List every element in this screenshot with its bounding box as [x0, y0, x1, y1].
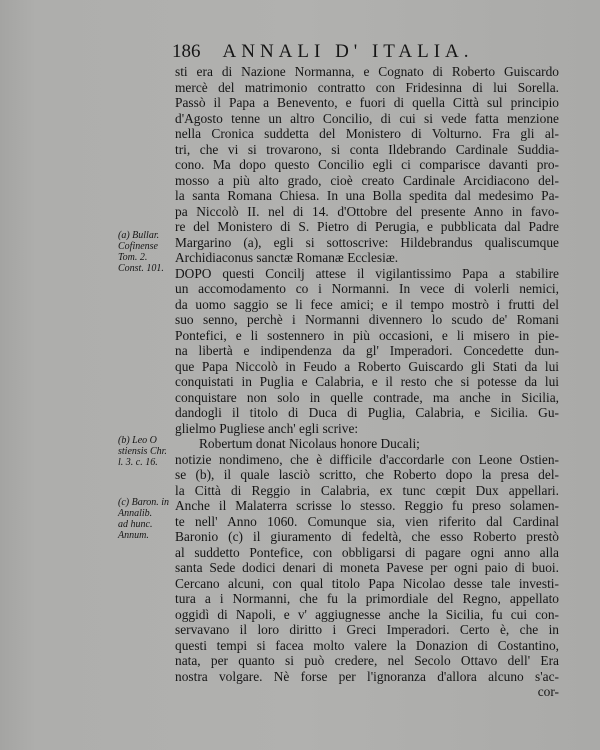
text-line: nata, per quanto si può credere, nel Secolo Ottavo dell' Era [175, 653, 559, 668]
text-line: glielmo Pugliese anch' egli scrive: [175, 420, 359, 436]
body-text [175, 64, 559, 700]
text-line: Archidiaconus sanctæ Romanæ Ecclesiæ. [175, 250, 399, 265]
margin-note-line: (a) Bullar. [118, 230, 160, 241]
text-line: sti era di Nazione Normanna, e Cognato di Roberto Guiscardo [175, 64, 559, 79]
text-line: servavano il loro diritto i Greci Imperadori. Certo è, che in [175, 622, 559, 637]
text-line: la santa Romana Chiesa. In una Bolla spedita dal medesimo Pa- [175, 188, 559, 203]
text-line: tri, che vi si trovarono, si conta Ildebrando Cardinale Suddia- [175, 141, 559, 157]
text-line: mercè del matrimonio contratto con Fridesinna di lui Sorella. [175, 79, 559, 95]
margin-note-line: Annalib. [118, 508, 153, 519]
text-line: mosso a più alto grado, cioè creato Cardinale Arcidiacono del- [175, 172, 559, 188]
verse-quote: Robertum donat Nicolaus honore Ducali; [199, 436, 420, 451]
text-line: questi tempi si facea molto valere la Donazion di Costantino, [175, 637, 559, 653]
text-line: se (b), il quale lasciò scritto, che Roberto dopo la presa del- [175, 467, 559, 482]
margin-note-line: Tom. 2. [118, 252, 148, 263]
page-number: 186 [172, 41, 201, 62]
margin-note-c [118, 497, 180, 541]
text-line: Passò il Papa a Benevento, e fuori di quella Città sul principio [175, 95, 559, 110]
text-line: dandogli il titolo di Duca di Puglia, Calabria, e Sicilia. Gu- [175, 405, 559, 420]
margin-note-a [118, 230, 180, 274]
text-line: notizie nondimeno, che è difficile d'accordarle con Leone Ostien- [175, 451, 559, 467]
text-line: la Città di Reggio in Calabria, ex tunc cœpit Dux appellari. [175, 482, 559, 498]
text-line: Pontefici, e li sostennero in più occasioni, e li misero in pie- [175, 327, 559, 343]
text-line: Cercano alcuni, con qual titolo Papa Nicolao desse tale investi- [175, 575, 559, 591]
margin-note-line: Annum. [118, 530, 149, 541]
text-line: tura a i Normanni, che fu la primordiale del Regno, appellato [175, 591, 559, 606]
margin-note-line: ad hunc. [118, 519, 153, 530]
margin-note-line: Cofinense [118, 241, 158, 252]
text-line: Margarino (a), egli si sottoscrive: Hildebrandus qualiscumque [175, 234, 559, 250]
text-line: re del Monistero di S. Pietro di Perugia, e pubblicata dal Padre [175, 219, 559, 234]
text-line: Anche il Malaterra scrisse lo stesso. Reggio fu preso solamen- [175, 498, 559, 513]
text-line: nostra volgare. Nè forse per l'ignoranza d'allora alcuno s'ac- [175, 668, 559, 684]
text-line: que Papa Niccolò in Feudo a Roberto Guiscardo gli Stati da lui [175, 358, 559, 374]
text-line: d'Agosto tenne un altro Concilio, di cui si vede fatta menzione [175, 110, 559, 126]
text-line: un accomodamento co i Normanni. In vece di volerli nemici, [175, 281, 559, 296]
text-line: cono. Ma dopo questo Concilio egli ci comparisce davanti pro- [175, 157, 559, 172]
text-line: conquistati in Puglia e Calabria, e il resto che si potesse da lui [175, 374, 559, 389]
margin-note-b [118, 435, 180, 468]
margin-note-line: Const. 101. [118, 263, 164, 274]
margin-note-line: (b) Leo O [118, 435, 157, 446]
running-head: ANNALI D' ITALIA. [222, 41, 474, 62]
text-line: Baronio (c) il giuramento di fedeltà, che esso Roberto prestò [175, 529, 559, 544]
text-line: DOPO questi Concilj attese il vigilantissimo Papa a stabilire [175, 265, 559, 281]
text-line: pa Niccolò II. nel di 14. d'Ottobre del presente Anno in favo- [175, 203, 559, 219]
text-line: conquistare non solo in quelle contrade, ma anche in Sicilia, [175, 389, 559, 405]
text-line: santa Sede dodici denari di moneta Pavese per ogni paio di buoi. [175, 560, 559, 575]
margin-note-line: l. 3. c. 16. [118, 457, 158, 468]
text-line: suo senno, perchè i Normanni divennero lo scudo de' Romani [175, 312, 559, 327]
text-line: nella Cronica suddetta del Monistero di Volturno. Fra gli al- [175, 126, 559, 141]
catchword: cor- [537, 684, 559, 699]
text-line: oggidì di Napoli, e v' aggiugnesse anche la Sicilia, fu cui con- [175, 606, 559, 622]
text-line: da uomo saggio se li fece amici; e il tempo mostrò i frutti del [175, 296, 559, 312]
margin-note-line: (c) Baron. in [118, 497, 170, 508]
text-line: na libertà e indipendenza da gl' Imperadori. Concedette dun- [175, 343, 559, 358]
text-line: te nell' Anno 1060. Comunque sia, vien riferito dal Cardinal [175, 513, 559, 529]
text-line: al suddetto Pontefice, con obbligarsi di pagare ogni anno alla [175, 544, 559, 560]
margin-note-line: stiensis Chr. [118, 446, 167, 457]
